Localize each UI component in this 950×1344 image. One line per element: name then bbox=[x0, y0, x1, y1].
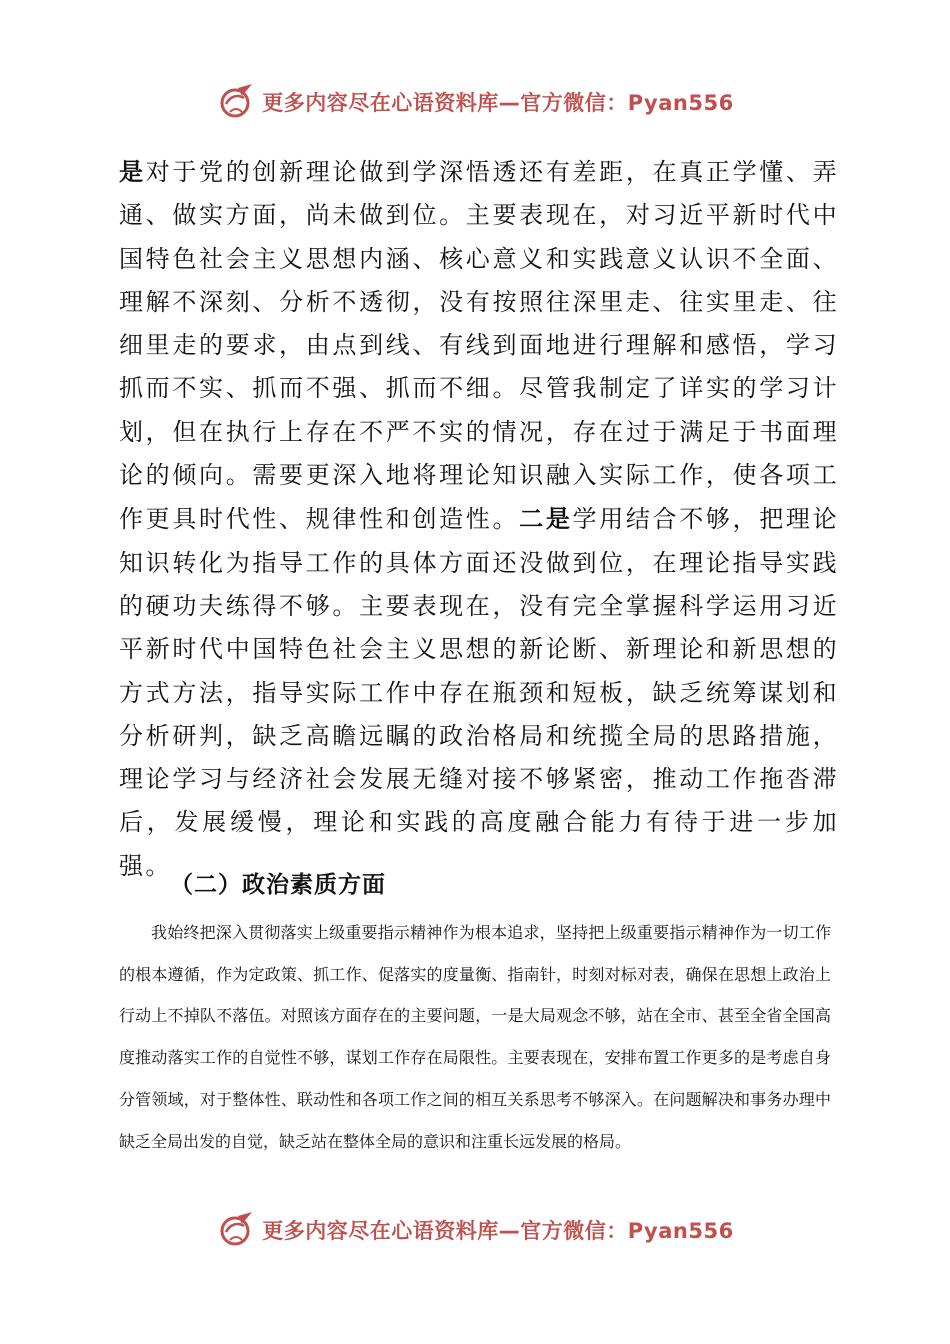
paragraph-text-1: 对于党的创新理论做到学深悟透还有差距，在真正学懂、弄通、做实方面，尚未做到位。主要表现在，对习近平新时代中国特色社会主义思想内涵、核心意义和实践意义认识不全面、理解不深刻、分析不透彻，没有按照往深里走、往实里走、往细里走的要求，由点到线、有线到面地进行理解和感悟，学习抓而不实、抓而不强、抓而不细。尽管我制定了详实的学习计划，但在执行上存在不严不实的情况，存在过于满足于书面理论的倾向。需要更深入地将理论知识融入实际工作，使各项工作更具时代性、规律性和创造性。 bbox=[119, 158, 839, 534]
paragraph-theory-study bbox=[119, 150, 839, 888]
pen-seal-logo-icon bbox=[216, 1210, 256, 1250]
footer-banner-text: 更多内容尽在心语资料库—官方微信：Pyan556 bbox=[262, 1219, 734, 1243]
header-banner-text: 更多内容尽在心语资料库—官方微信：Pyan556 bbox=[262, 91, 734, 115]
lead-marker-2: 二是 bbox=[519, 504, 573, 534]
paragraph-text-2: 学用结合不够，把理论知识转化为指导工作的具体方面还没做到位，在理论指导实践的硬功夫练得不够。主要表现在，没有完全掌握科学运用习近平新时代中国特色社会主义思想的新论断、新理论和新思想的方式方法，指导实际工作中存在瓶颈和短板，缺乏统筹谋划和分析研判，缺乏高瞻远瞩的政治格局和统揽全局的思路措施，理论学习与经济社会发展无缝对接不够紧密，推动工作拖沓滞后，发展缓慢，理论和实践的高度融合能力有待于进一步加强。 bbox=[119, 505, 840, 880]
section-heading-political-quality: （二）政治素质方面 bbox=[170, 872, 386, 898]
pen-seal-logo-icon bbox=[216, 82, 256, 122]
paragraph-political-quality: 我始终把深入贯彻落实上级重要指示精神作为根本追求，坚持把上级重要指示精神作为一切工作的根本遵循，作为定政策、抓工作、促落实的度量衡、指南针，时刻对标对表，确保在思想上政治上行动上不掉队不落伍。对照该方面存在的主要问题，一是大局观念不够，站在全市、甚至全省全国高度推动落实工作的自觉性不够，谋划工作存在局限性。主要表现在，安排布置工作更多的是考虑自身分管领域，对于整体性、联动性和各项工作之间的相互关系思考不够深入。在问题解决和事务办理中缺乏全局出发的自觉，缺乏站在整体全局的意识和注重长远发展的格局。 bbox=[119, 923, 831, 1151]
header-banner bbox=[0, 80, 950, 124]
lead-marker-1: 是 bbox=[119, 157, 146, 186]
footer-banner bbox=[0, 1208, 950, 1252]
